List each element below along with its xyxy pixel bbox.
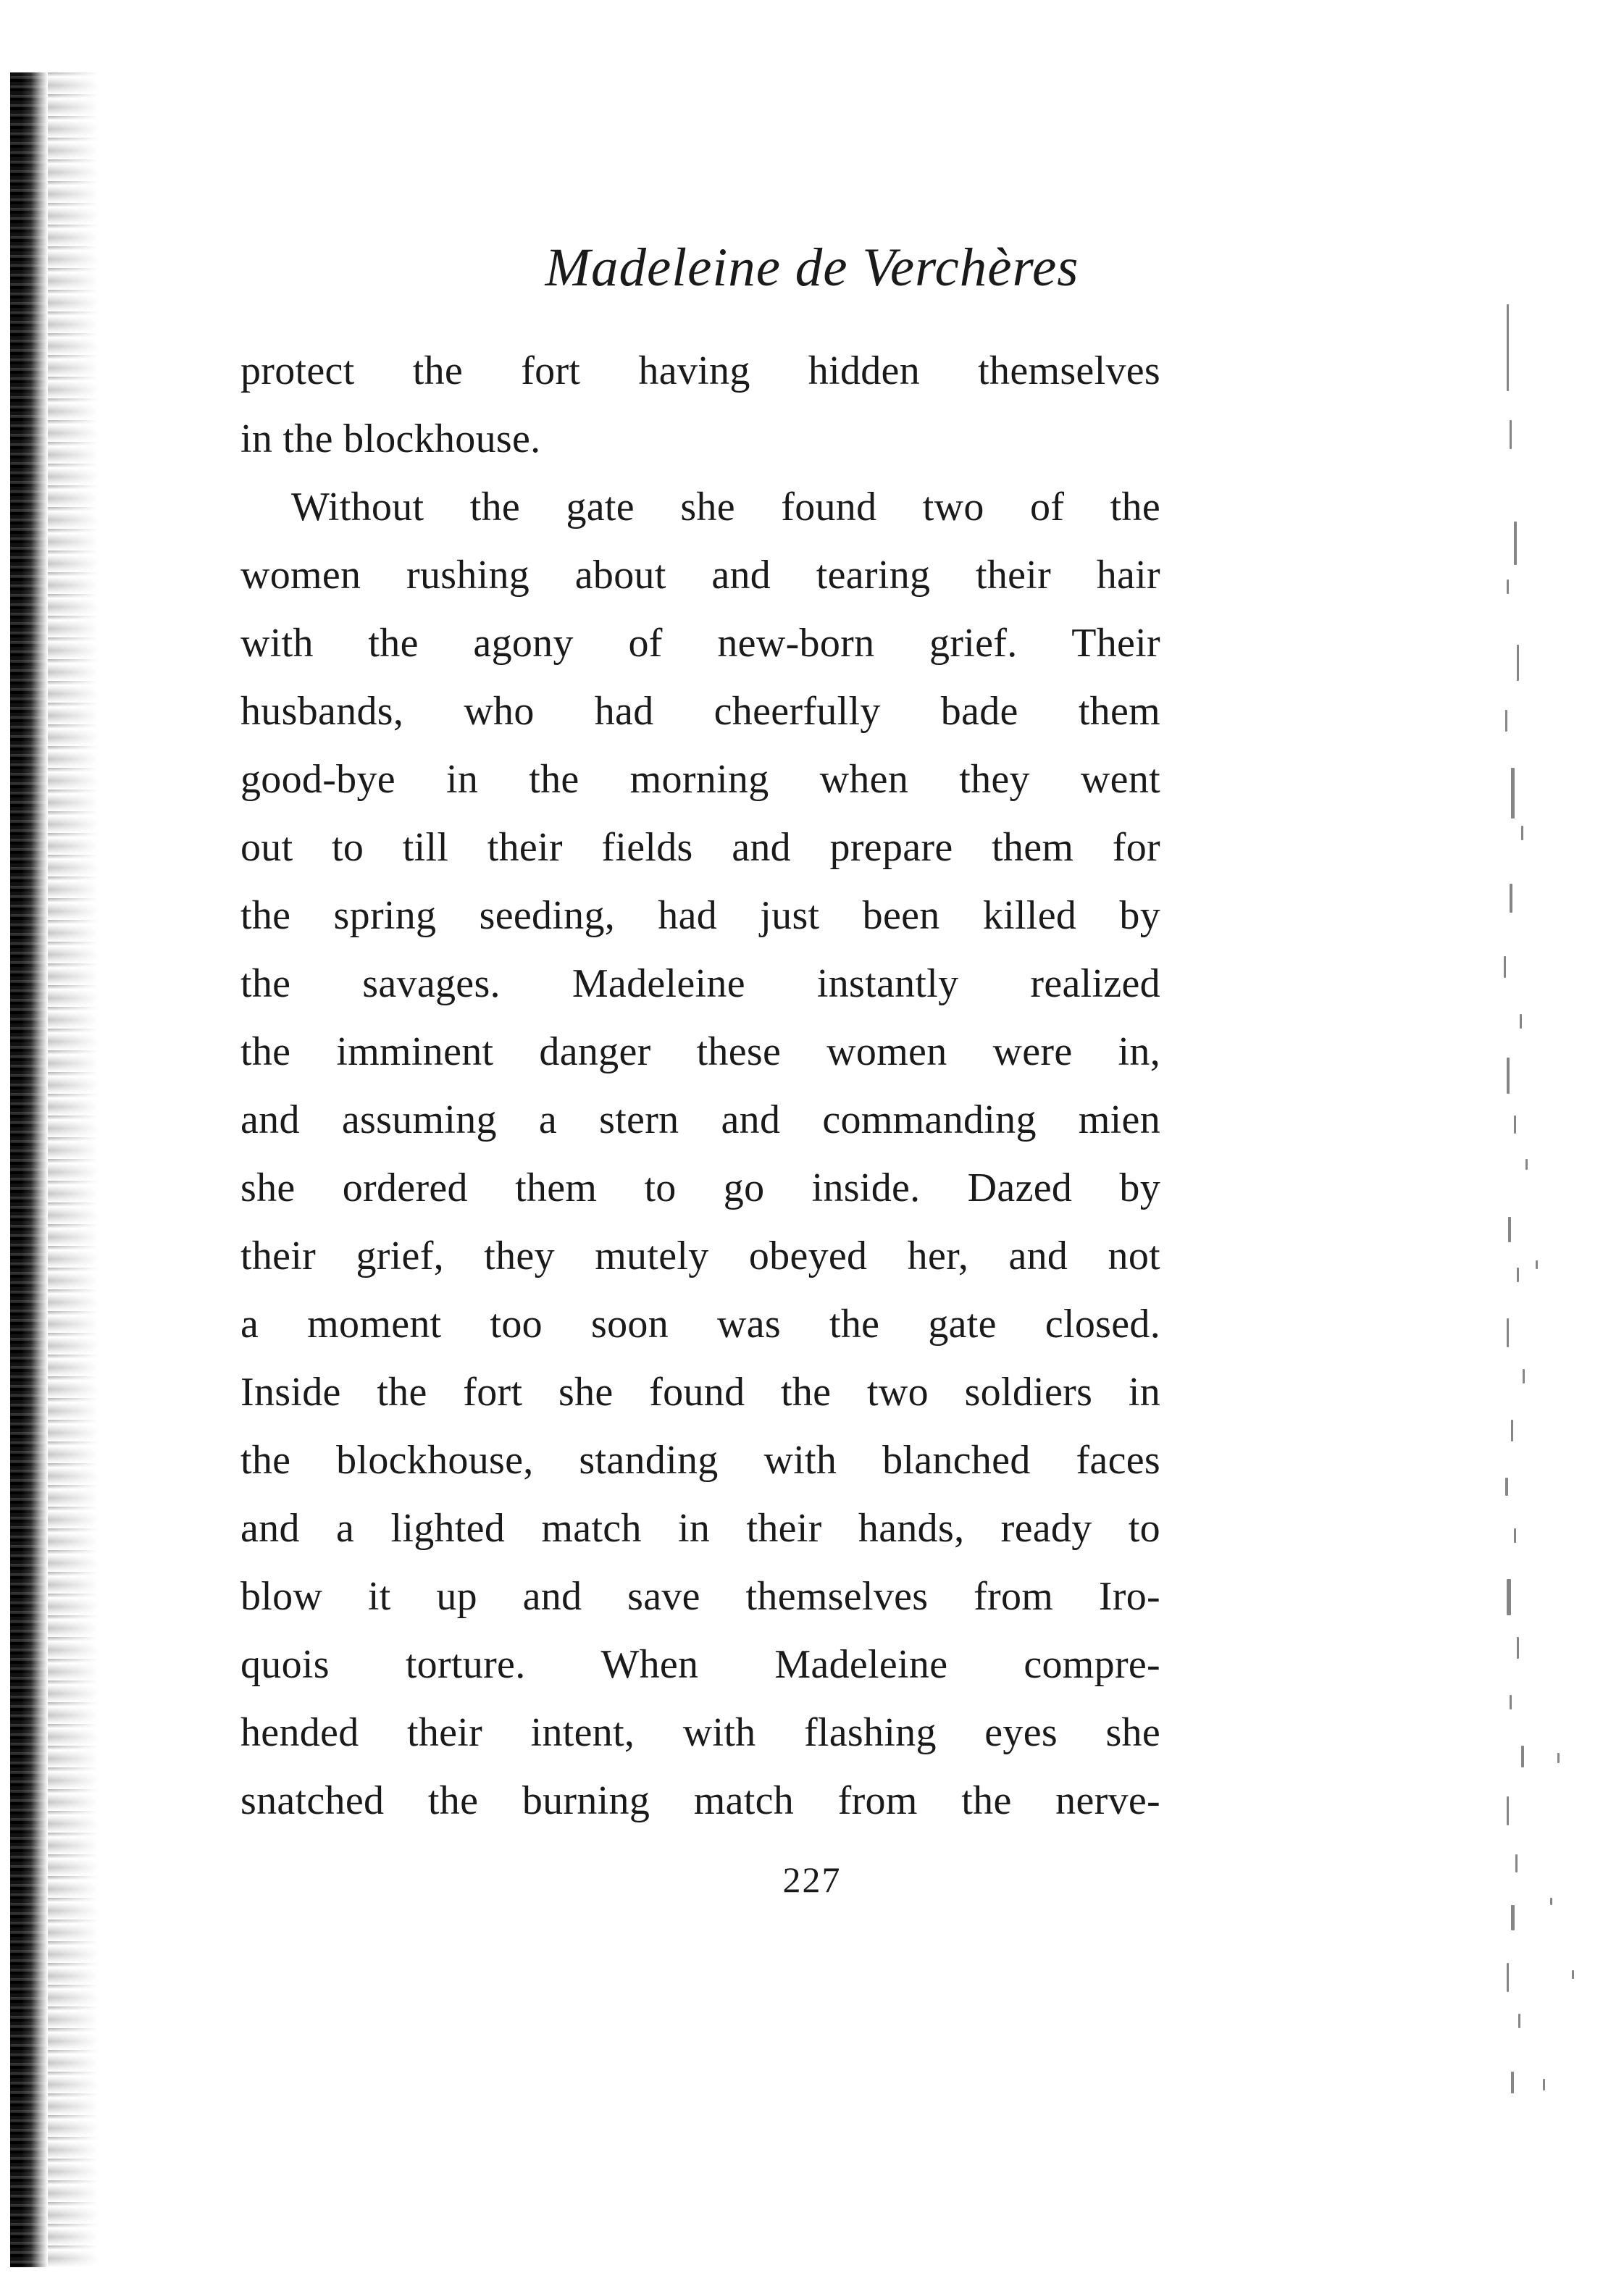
- speck: [1507, 1058, 1510, 1094]
- text-line: quois torture. When Madeleine compre-: [240, 1642, 1160, 1687]
- speck: [1521, 1746, 1524, 1767]
- speck: [1508, 1217, 1511, 1242]
- text-line: blow it up and save themselves from Iro-: [240, 1574, 1160, 1619]
- text-line: the imminent danger these women were in,: [240, 1029, 1160, 1074]
- speck: [1510, 1695, 1512, 1709]
- speck: [1536, 1260, 1538, 1269]
- speck: [1505, 710, 1507, 732]
- text-line: out to till their fields and prepare them for: [240, 825, 1160, 870]
- speck: [1507, 579, 1509, 594]
- speck: [1518, 2014, 1520, 2028]
- text-line: she ordered them to go inside. Dazed by: [240, 1165, 1160, 1210]
- speck: [1517, 1268, 1519, 1282]
- speck: [1521, 826, 1523, 840]
- text-line: and a lighted match in their hands, ready to: [240, 1506, 1160, 1551]
- speck: [1507, 1579, 1511, 1615]
- body-text: [240, 337, 1160, 1835]
- text-line: snatched the burning match from the nerve-: [240, 1778, 1160, 1823]
- text-line: the savages. Madeleine instantly realized: [240, 961, 1160, 1006]
- speck: [1507, 1963, 1509, 1992]
- text-line: good-bye in the morning when they went: [240, 757, 1160, 802]
- speck: [1510, 884, 1512, 913]
- speck: [1511, 1905, 1515, 1930]
- text-line: a moment too soon was the gate closed.: [240, 1302, 1160, 1347]
- text-line: protect the fort having hidden themselves: [240, 348, 1160, 393]
- text-line: hended their intent, with flashing eyes she: [240, 1710, 1160, 1755]
- speck: [1520, 1014, 1522, 1029]
- text-line: in the blockhouse.: [240, 416, 541, 461]
- speck: [1507, 1796, 1509, 1825]
- scanned-binding-edge: [10, 72, 48, 2267]
- speck: [1504, 956, 1506, 978]
- text-line: the spring seeding, had just been killed by: [240, 893, 1160, 938]
- speck: [1543, 2079, 1545, 2090]
- speck: [1507, 304, 1509, 391]
- speck: [1557, 1753, 1560, 1763]
- speck: [1523, 1369, 1525, 1384]
- speck: [1511, 768, 1515, 819]
- text-line: with the agony of new-born grief. Their: [240, 621, 1160, 666]
- text-line: the blockhouse, standing with blanched faces: [240, 1438, 1160, 1483]
- text-line: Inside the fort she found the two soldiers in: [240, 1370, 1160, 1415]
- speck: [1514, 522, 1517, 565]
- speck: [1517, 1637, 1519, 1659]
- speck: [1514, 1115, 1516, 1134]
- text-line: and assuming a stern and commanding mien: [240, 1097, 1160, 1142]
- text-line: women rushing about and tearing their hair: [240, 553, 1160, 598]
- text-line: their grief, they mutely obeyed her, and not: [240, 1234, 1160, 1278]
- speck: [1514, 1528, 1516, 1543]
- speck: [1517, 645, 1519, 681]
- speck: [1505, 1478, 1508, 1496]
- speck: [1525, 1159, 1528, 1170]
- margin-specks: [1485, 304, 1623, 2224]
- speck: [1511, 2072, 1514, 2093]
- text-line: husbands, who had cheerfully bade them: [240, 689, 1160, 734]
- speck: [1510, 420, 1512, 449]
- page-number: 227: [782, 1859, 842, 1900]
- binding-shadow: [48, 72, 99, 2267]
- speck: [1511, 1420, 1513, 1441]
- running-head: Madeleine de Verchères: [545, 238, 1079, 298]
- speck: [1507, 1318, 1509, 1347]
- speck: [1572, 1970, 1574, 1979]
- text-line: Without the gate she found two of the: [291, 485, 1160, 529]
